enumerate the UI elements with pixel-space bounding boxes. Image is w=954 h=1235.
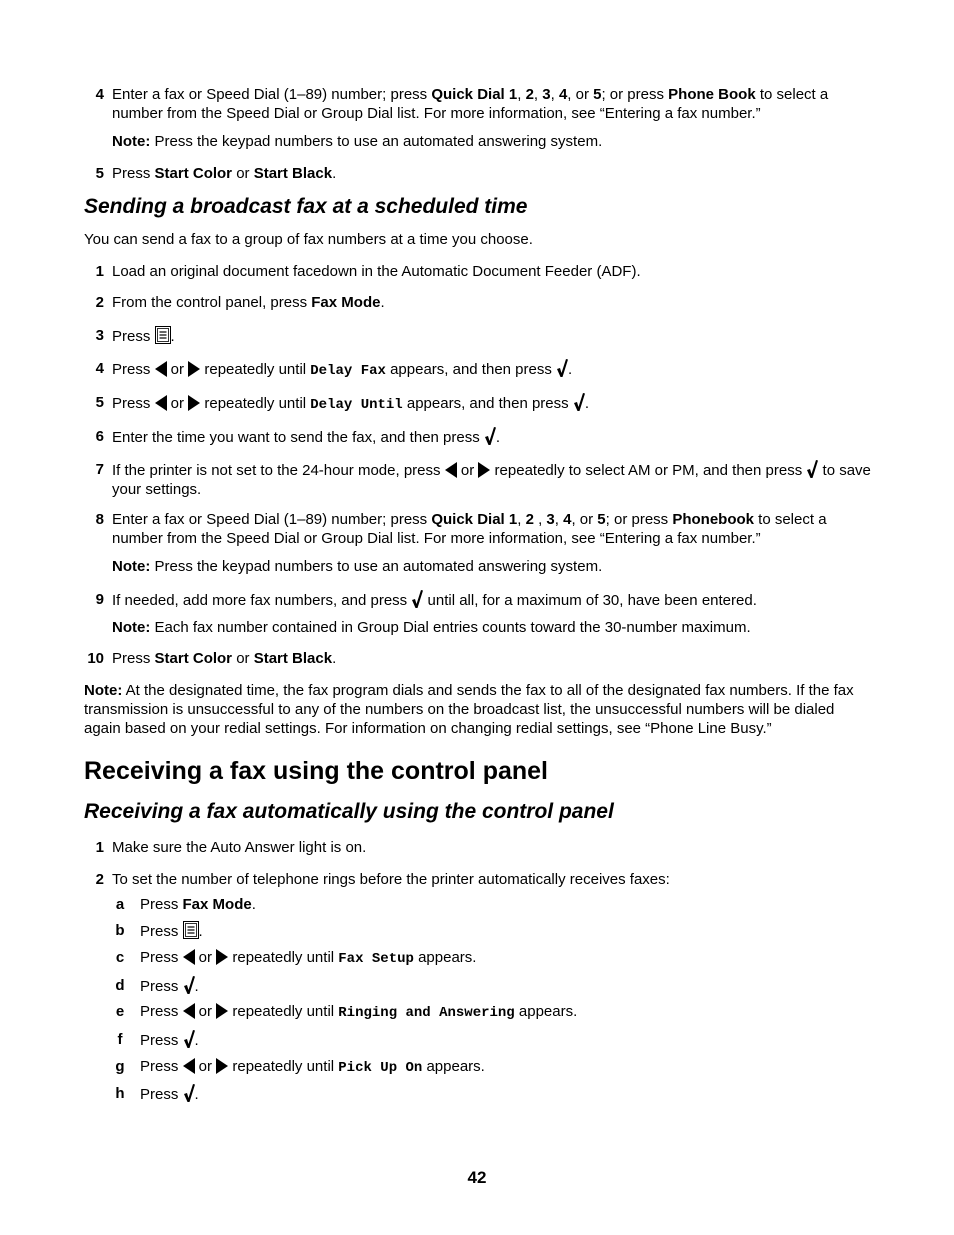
substep-letter: e: [115, 1003, 125, 1020]
substep-letter: c: [115, 949, 125, 966]
section-heading: Sending a broadcast fax at a scheduled time: [84, 195, 528, 218]
step-number: 9: [95, 591, 104, 608]
step-number: 1: [95, 263, 104, 280]
step-text: Enter a fax or Speed Dial (1–89) number; press Quick Dial 1, 2, 3, 4, or 5; or press Phone Book to select a number from the Speed Dial or Group Dial list. For more information, see “Entering a fax number.”: [112, 86, 829, 122]
substep-letter: g: [115, 1058, 125, 1075]
step-text: Make sure the Auto Answer light is on.: [112, 839, 367, 856]
right-arrow-icon: [216, 1003, 228, 1019]
step-text: Enter the time you want to send the fax, and then press .: [112, 429, 501, 446]
left-arrow-icon: [155, 361, 167, 377]
step-number: 2: [95, 294, 104, 311]
right-arrow-icon: [216, 949, 228, 965]
checkmark-icon: [484, 427, 496, 445]
left-arrow-icon: [183, 949, 195, 965]
step-number: 1: [95, 839, 104, 856]
checkmark-icon: [556, 359, 568, 377]
step-number: 10: [87, 650, 104, 667]
checkmark-icon: [573, 393, 585, 411]
step-number: 2: [95, 871, 104, 888]
step-number: 6: [95, 428, 104, 445]
step-number: 3: [95, 327, 104, 344]
left-arrow-icon: [183, 1058, 195, 1074]
step-text: Press .: [112, 328, 175, 345]
menu-icon: [183, 921, 199, 939]
substep-text: Press or repeatedly until Fax Setup appears.: [140, 949, 477, 967]
step-number: 8: [95, 511, 104, 528]
substep-letter: d: [115, 977, 125, 994]
step-text: Press Start Color or Start Black.: [112, 650, 337, 667]
step-number: 5: [95, 165, 104, 182]
step-number: 7: [95, 461, 104, 478]
substep-text: Press Fax Mode.: [140, 896, 256, 913]
chapter-heading: Receiving a fax using the control panel: [84, 757, 548, 785]
step-text: Load an original document facedown in the Automatic Document Feeder (ADF).: [112, 263, 641, 280]
substep-text: Press or repeatedly until Ringing and Answering appears.: [140, 1003, 578, 1021]
step-text: If needed, add more fax numbers, and press until all, for a maximum of 30, have been entered.: [112, 592, 757, 609]
step-text: If the printer is not set to the 24-hour mode, press or repeatedly to select AM or PM, and then press to save your settings.: [112, 462, 871, 498]
right-arrow-icon: [188, 395, 200, 411]
substep-text: Press .: [140, 923, 203, 940]
checkmark-icon: [183, 976, 195, 994]
step-text: From the control panel, press Fax Mode.: [112, 294, 385, 311]
substep-letter: h: [115, 1085, 125, 1102]
substep-text: Press .: [140, 1032, 199, 1049]
step-text: Press or repeatedly until Delay Until appears, and then press .: [112, 395, 589, 413]
checkmark-icon: [183, 1030, 195, 1048]
substep-letter: f: [117, 1031, 123, 1048]
step-text: Press or repeatedly until Delay Fax appears, and then press .: [112, 361, 573, 379]
right-arrow-icon: [478, 462, 490, 478]
section-heading: Receiving a fax automatically using the control panel: [84, 800, 614, 823]
intro-text: You can send a fax to a group of fax numbers at a time you choose.: [84, 231, 533, 248]
step-number: 4: [95, 86, 104, 103]
step-text: To set the number of telephone rings before the printer automatically receives faxes:: [112, 871, 670, 888]
right-arrow-icon: [188, 361, 200, 377]
step-text: Enter a fax or Speed Dial (1–89) number; press Quick Dial 1, 2 , 3, 4, or 5; or press Phonebook to select a number from the Speed Dial or Group Dial list. For more information, see “Entering a fax number.”: [112, 511, 827, 547]
checkmark-icon: [183, 1084, 195, 1102]
left-arrow-icon: [183, 1003, 195, 1019]
step-number: 4: [95, 360, 104, 377]
right-arrow-icon: [216, 1058, 228, 1074]
substep-text: Press .: [140, 978, 199, 995]
left-arrow-icon: [445, 462, 457, 478]
substep-letter: a: [115, 896, 125, 913]
page-number: 42: [467, 1168, 487, 1187]
checkmark-icon: [411, 590, 423, 608]
step-number: 5: [95, 394, 104, 411]
substep-text: Press or repeatedly until Pick Up On appears.: [140, 1058, 485, 1076]
checkmark-icon: [806, 460, 818, 478]
substep-text: Press .: [140, 1086, 199, 1103]
left-arrow-icon: [155, 395, 167, 411]
note: Note: Press the keypad numbers to use an automated answering system.: [112, 558, 603, 575]
note: Note: At the designated time, the fax program dials and sends the fax to all of the designated fax numbers. If the fax transmission is unsuccessful to any of the numbers on the broadcast list, the unsuccessful numbers will be dialed again based on your redial settings. For information on changing redial settings, see “Phone Line Busy.”: [84, 682, 854, 737]
note: Note: Each fax number contained in Group Dial entries counts toward the 30-number maximum.: [112, 619, 751, 636]
note: Note: Press the keypad numbers to use an automated answering system.: [112, 133, 603, 150]
step-text: Press Start Color or Start Black.: [112, 165, 337, 182]
substep-letter: b: [115, 922, 125, 939]
menu-icon: [155, 326, 171, 344]
